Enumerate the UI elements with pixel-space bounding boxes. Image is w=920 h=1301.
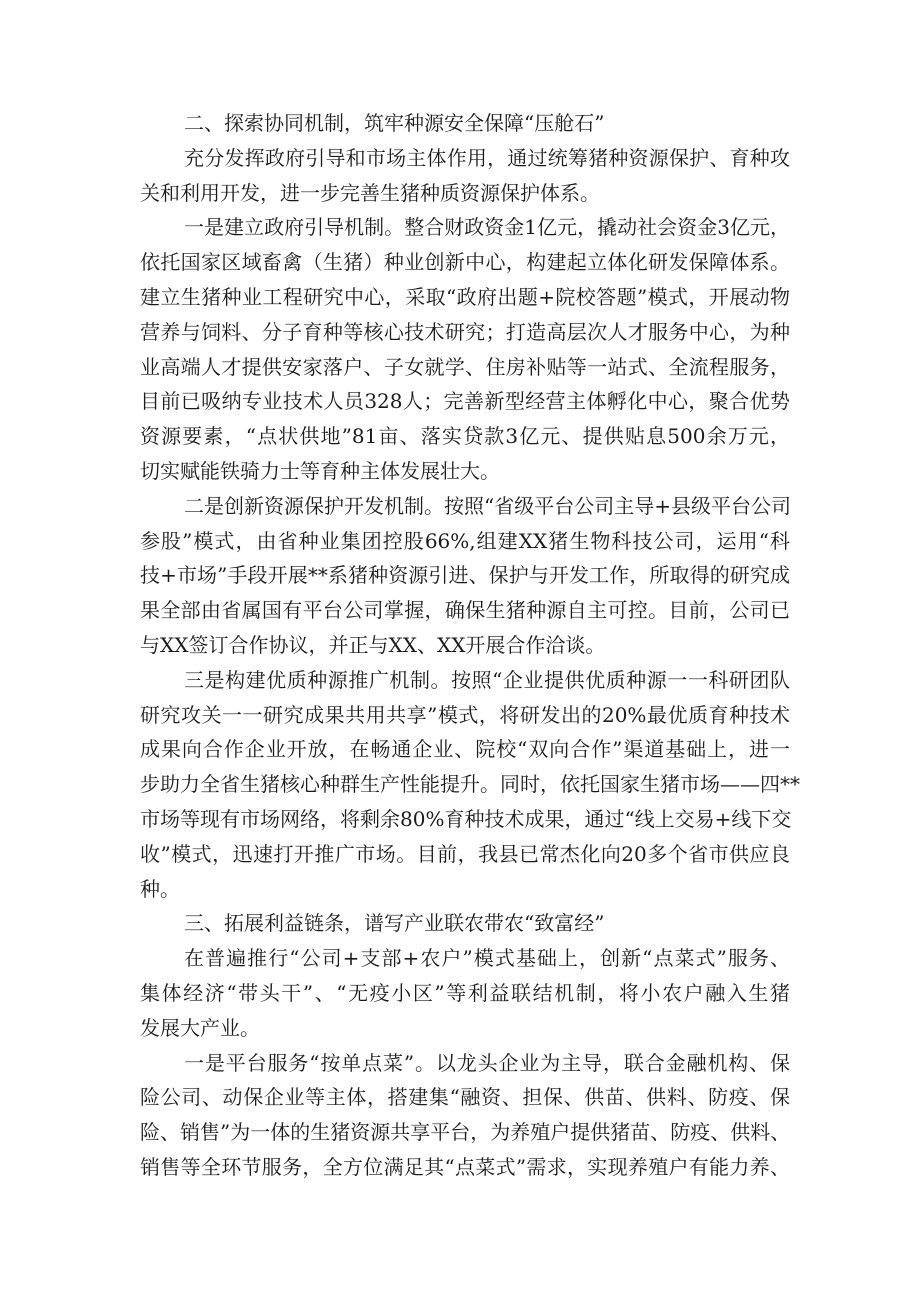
text-line: 二是创新资源保护开发机制。按照“省级平台公司主导+县级平台公司 (184, 493, 791, 518)
text-line: 三、拓展利益链条，谱写产业联农带农“致富经” (184, 911, 605, 936)
text-line: 参股”模式，由省种业集团控股66%,组建XX猪生物科技公司，运用“科 (140, 528, 790, 553)
text-line: 在普遍推行“公司+支部+农户”模式基础上，创新“点菜式”服务、 (184, 946, 790, 971)
text-line: 一是平台服务“按单点菜”。以龙头企业为主导，联合金融机构、保 (184, 1050, 790, 1075)
text-line: 研究攻关一一研究成果共用共享”模式，将研发出的20%最优质育种技术 (140, 702, 790, 727)
text-line: 依托国家区域畜禽（生猪）种业创新中心，构建起立体化研发保障体系。 (140, 250, 790, 275)
document-body (140, 106, 800, 1185)
text-line: 种。 (140, 876, 180, 901)
text-line: 集体经济“带头干”、“无疫小区”等利益联结机制，将小农户融入生猪 (140, 980, 790, 1005)
text-line: 市场等现有市场网络，将剩余80%育种技术成果，通过“线上交易+线下交 (140, 806, 792, 831)
text-line: 销售等全环节服务，全方位满足其“点菜式”需求，实现养殖户有能力养、 (140, 1154, 790, 1179)
text-line: 技+市场”手段开展**系猪种资源引进、保护与开发工作，所取得的研究成 (140, 563, 790, 588)
text-line: 业高端人才提供安家落户、子女就学、住房补贴等一站式、全流程服务， (140, 354, 790, 379)
text-line: 营养与饲料、分子育种等核心技术研究；打造高层次人才服务中心，为种 (140, 319, 790, 344)
text-line: 三是构建优质种源推广机制。按照“企业提供优质种源一一科研团队 (184, 667, 790, 692)
text-line: 资源要素，“点状供地”81亩、落实贷款3亿元、提供贴息500余万元， (140, 424, 790, 449)
text-line: 切实赋能铁骑力士等育种主体发展壮大。 (140, 458, 500, 483)
text-line: 充分发挥政府引导和市场主体作用，通过统筹猪种资源保护、育种攻 (184, 145, 790, 170)
text-line: 目前已吸纳专业技术人员328人；完善新型经营主体孵化中心，聚合优势 (140, 389, 790, 414)
text-line: 险、销售”为一体的生猪资源共享平台，为养殖户提供猪苗、防疫、供料、 (140, 1120, 791, 1145)
text-line: 发展大产业。 (140, 1015, 260, 1040)
text-line: 果全部由省属国有平台公司掌握，确保生猪种源自主可控。目前，公司已 (140, 598, 790, 623)
text-line: 险公司、动保企业等主体，搭建集“融资、担保、供苗、供料、防疫、保 (140, 1085, 790, 1110)
text-line: 一是建立政府引导机制。整合财政资金1亿元，撬动社会资金3亿元， (184, 215, 790, 240)
text-line: 关和利用开发，进一步完善生猪种质资源保护体系。 (140, 180, 600, 205)
text-line: 成果向合作企业开放，在畅通企业、院校“双向合作”渠道基础上，进一 (140, 737, 790, 762)
text-line: 二、探索协同机制，筑牢种源安全保障“压舱石” (184, 111, 605, 135)
text-line: 建立生猪种业工程研究中心，采取“政府出题+院校答题”模式，开展动物 (140, 284, 790, 309)
text-line: 步助力全省生猪核心种群生产性能提升。同时，依托国家生猪市场——四** (140, 772, 800, 797)
text-line: 与XX签订合作协议，并正与XX、XX开展合作洽谈。 (140, 632, 606, 657)
text-line: 收”模式，迅速打开推广市场。目前，我县已常杰化向20多个省市供应良 (140, 841, 790, 866)
